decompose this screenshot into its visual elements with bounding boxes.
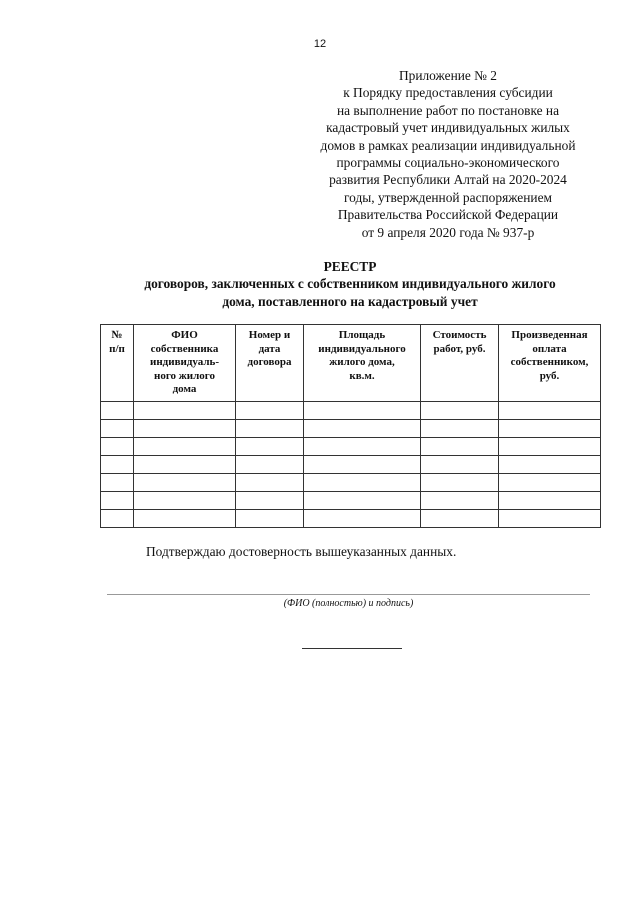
table-row <box>101 402 601 420</box>
table-cell <box>101 438 134 456</box>
appendix-line: кадастровый учет индивидуальных жилых <box>326 120 570 136</box>
appendix-header <box>300 67 596 241</box>
appendix-line: Правительства Российской Федерации <box>337 207 559 223</box>
table-cell <box>304 402 421 420</box>
appendix-line: развития Республики Алтай на 2020-2024 <box>329 172 567 188</box>
column-header-owner-name: ФИО собственника индивидуаль- ного жилого дома <box>134 325 236 402</box>
column-header-number: № п/п <box>101 325 134 402</box>
registry-title: РЕЕСТР <box>323 259 377 274</box>
table-row <box>101 510 601 528</box>
table-row <box>101 474 601 492</box>
table-cell <box>499 492 601 510</box>
appendix-line: на выполнение работ по постановке на <box>336 102 560 118</box>
table-cell <box>134 402 236 420</box>
page-number: 12 <box>313 38 327 50</box>
table-cell <box>236 402 304 420</box>
table-cell <box>499 456 601 474</box>
table-cell <box>499 510 601 528</box>
end-divider <box>302 648 402 649</box>
table-cell <box>134 420 236 438</box>
appendix-line: от 9 апреля 2020 года № 937-р <box>361 224 535 240</box>
table-cell <box>134 492 236 510</box>
appendix-line: домов в рамках реализации индивидуальной <box>320 137 576 153</box>
column-header-area: Площадь индивидуального жилого дома, кв.м. <box>304 325 421 402</box>
appendix-line: Приложение № 2 <box>398 68 498 83</box>
registry-title-block <box>90 258 610 310</box>
table-cell <box>101 402 134 420</box>
table-cell <box>236 474 304 492</box>
registry-table <box>100 324 601 528</box>
table-cell <box>236 510 304 528</box>
table-cell <box>421 474 499 492</box>
table-cell <box>304 438 421 456</box>
table-header-row <box>101 325 601 402</box>
table-cell <box>304 456 421 474</box>
table-cell <box>236 438 304 456</box>
signature-caption: (ФИО (полностью) и подпись) <box>283 598 414 609</box>
table-cell <box>101 474 134 492</box>
table-row <box>101 420 601 438</box>
appendix-line: к Порядку предоставления субсидии <box>343 85 553 101</box>
table-cell <box>236 420 304 438</box>
appendix-line: программы социально-экономического <box>336 155 560 171</box>
column-header-payment: Произведенная оплата собственником, руб. <box>499 325 601 402</box>
table-cell <box>499 402 601 420</box>
table-cell <box>499 474 601 492</box>
table-cell <box>499 420 601 438</box>
table-cell <box>101 420 134 438</box>
table-cell <box>236 492 304 510</box>
registry-subtitle-line: договоров, заключенных с собственником индивидуального жилого <box>144 276 556 292</box>
column-header-cost: Стоимость работ, руб. <box>421 325 499 402</box>
table-cell <box>101 492 134 510</box>
appendix-line: годы, утвержденной распоряжением <box>343 189 553 205</box>
table-cell <box>421 420 499 438</box>
table-cell <box>134 438 236 456</box>
table-cell <box>421 402 499 420</box>
table-cell <box>304 420 421 438</box>
table-cell <box>134 510 236 528</box>
table-cell <box>421 492 499 510</box>
table-row <box>101 438 601 456</box>
table-cell <box>421 438 499 456</box>
table-row <box>101 456 601 474</box>
table-cell <box>101 456 134 474</box>
table-cell <box>304 474 421 492</box>
signature-line <box>107 594 590 595</box>
column-header-contract: Номер и дата договора <box>236 325 304 402</box>
table-cell <box>101 510 134 528</box>
registry-table-body <box>101 402 601 528</box>
table-cell <box>499 438 601 456</box>
table-cell <box>134 474 236 492</box>
table-cell <box>421 456 499 474</box>
table-cell <box>134 456 236 474</box>
registry-subtitle-line: дома, поставленного на кадастровый учет <box>222 293 478 309</box>
table-cell <box>236 456 304 474</box>
table-cell <box>304 510 421 528</box>
table-row <box>101 492 601 510</box>
confirmation-text: Подтверждаю достоверность вышеуказанных данных. <box>146 544 457 559</box>
table-cell <box>304 492 421 510</box>
table-cell <box>421 510 499 528</box>
